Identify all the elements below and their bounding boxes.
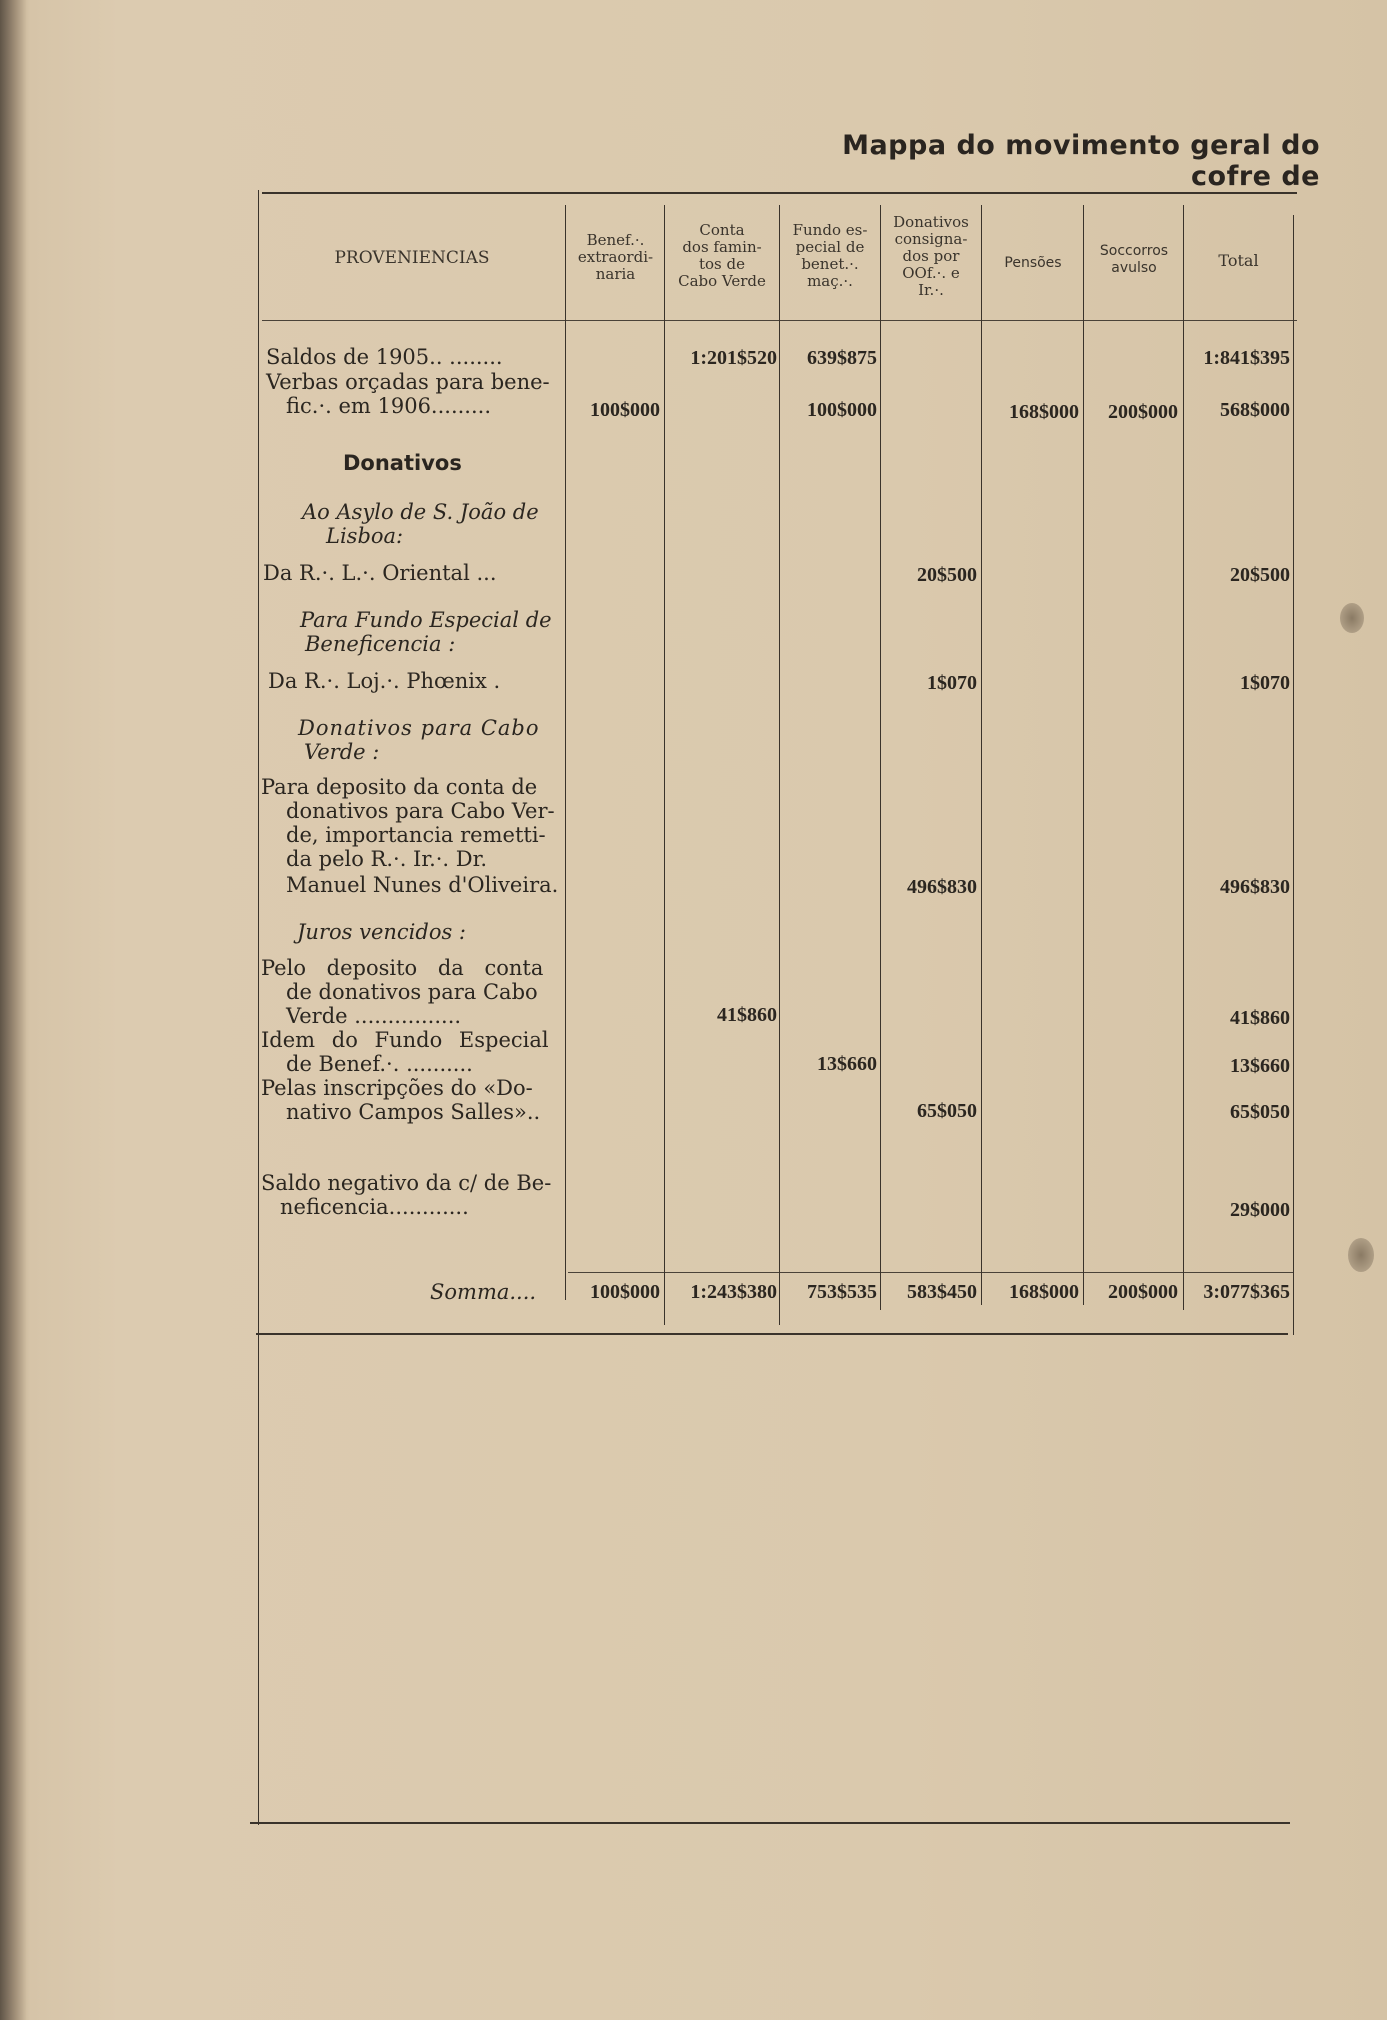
row-deposito-line-3: de, importancia remetti- <box>286 823 546 847</box>
row-somma-label: Somma.... <box>430 1280 537 1304</box>
row-juros-campos-total: 65$050 <box>1230 1101 1290 1123</box>
row-saldos-total: 1:841$395 <box>1203 347 1290 369</box>
row-saldos-fundo: 639$875 <box>807 347 877 369</box>
header-donativos-consignados: Donativos consigna- dos por OOf.·. e Ir.·. <box>893 213 969 299</box>
paper-damage-mark <box>1340 603 1364 633</box>
header-proveniencias: PROVENIENCIAS <box>334 248 490 268</box>
row-verbas-benef: 100$000 <box>590 399 660 421</box>
col-sep-7 <box>1183 205 1184 1310</box>
row-somma-total: 3:077$365 <box>1203 1281 1290 1303</box>
right-border <box>1293 215 1294 1335</box>
row-somma-benef: 100$000 <box>590 1281 660 1303</box>
row-saldo-negativo-line-1: Saldo negativo da c/ de Be- <box>261 1171 552 1195</box>
col-sep-3 <box>779 205 780 1325</box>
row-deposito-line-1: Para deposito da conta de <box>261 775 538 799</box>
table-top-rule <box>262 192 1297 194</box>
row-oriental-label: Da R.·. L.·. Oriental ... <box>263 561 497 585</box>
row-deposito-line-5: Manuel Nunes d'Oliveira. <box>286 873 559 897</box>
row-deposito-line-4: da pelo R.·. Ir.·. Dr. <box>286 847 488 871</box>
row-juros-cabo-total: 41$860 <box>1230 1007 1290 1029</box>
row-verbas-fundo: 100$000 <box>807 399 877 421</box>
row-fundo-especial-label-2: Beneficencia : <box>305 632 456 656</box>
row-juros-campos-line-1: Pelas inscripções do «Do- <box>261 1076 533 1100</box>
table-bottom-rule <box>256 1333 1288 1335</box>
row-fundo-especial-label-1: Para Fundo Especial de <box>300 608 552 632</box>
row-somma-fundo: 753$535 <box>807 1281 877 1303</box>
row-verbas-label-1: Verbas orçadas para bene- <box>266 370 550 394</box>
row-juros-heading: Juros vencidos : <box>297 920 466 944</box>
col-sep-5 <box>981 205 982 1305</box>
row-verbas-total: 568$000 <box>1220 399 1290 421</box>
row-juros-cabo-line-2: de donativos para Cabo <box>286 980 538 1004</box>
header-pensoes: Pensões <box>1004 255 1062 271</box>
row-juros-cabo-line-3: Verde ................ <box>286 1004 462 1028</box>
row-verbas-label-2: fic.·. em 1906......... <box>286 394 492 418</box>
row-deposito-donativos: 496$830 <box>907 876 977 898</box>
row-somma-conta: 1:243$380 <box>690 1281 777 1303</box>
page-title: Mappa do movimento geral do cofre de <box>842 130 1320 192</box>
page-bottom-rule <box>250 1822 1290 1824</box>
row-cabo-verde-label-1: Donativos para Cabo <box>298 716 540 740</box>
row-juros-fundo-fundo: 13$660 <box>817 1053 877 1075</box>
row-asylo-label-2: Lisboa: <box>326 524 404 548</box>
row-juros-fundo-line-1: Idem do Fundo Especial <box>261 1028 549 1052</box>
row-phoenix-label: Da R.·. Loj.·. Phœnix . <box>268 669 501 693</box>
header-conta-cabo-verde: Conta dos famin- tos de Cabo Verde <box>678 221 766 290</box>
col-sep-2 <box>664 205 665 1325</box>
header-total: Total <box>1218 251 1259 270</box>
col-sep-4 <box>880 205 881 1310</box>
header-fundo-especial: Fundo es- pecial de benet.·. maç.·. <box>792 221 868 290</box>
row-verbas-soccorros: 200$000 <box>1108 401 1178 423</box>
row-asylo-label-1: Ao Asylo de S. João de <box>302 500 539 524</box>
row-juros-campos-donativos: 65$050 <box>917 1100 977 1122</box>
row-somma-donativos: 583$450 <box>907 1281 977 1303</box>
header-soccorros-avulso: Soccorros avulso <box>1099 243 1169 276</box>
row-juros-fundo-total: 13$660 <box>1230 1055 1290 1077</box>
row-somma-soccorros: 200$000 <box>1108 1281 1178 1303</box>
row-saldos-conta: 1:201$520 <box>690 347 777 369</box>
book-spine <box>0 0 26 2020</box>
row-saldo-negativo-line-2: neficencia............ <box>280 1195 469 1219</box>
row-deposito-line-2: donativos para Cabo Ver- <box>286 799 555 823</box>
section-donativos: Donativos <box>343 451 462 475</box>
row-juros-cabo-line-1: Pelo deposito da conta <box>261 956 544 980</box>
col-sep-1 <box>565 205 566 1300</box>
row-verbas-pensoes: 168$000 <box>1009 401 1079 423</box>
row-saldos-label: Saldos de 1905.. ........ <box>266 345 503 369</box>
sum-top-rule <box>568 1272 1293 1273</box>
row-phoenix-donativos: 1$070 <box>927 672 977 694</box>
row-saldo-negativo-total: 29$000 <box>1230 1199 1290 1221</box>
row-deposito-total: 496$830 <box>1220 876 1290 898</box>
row-somma-pensoes: 168$000 <box>1009 1281 1079 1303</box>
col-sep-6 <box>1083 205 1084 1305</box>
row-juros-fundo-line-2: de Benef.·. .......... <box>286 1052 473 1076</box>
row-oriental-total: 20$500 <box>1230 564 1290 586</box>
row-juros-cabo-conta: 41$860 <box>717 1004 777 1026</box>
left-border <box>258 190 259 1825</box>
header-benef-extraordinaria: Benef.·. extraordi- naria <box>577 231 654 283</box>
row-oriental-donativos: 20$500 <box>917 564 977 586</box>
paper-damage-mark <box>1348 1238 1374 1272</box>
row-cabo-verde-label-2: Verde : <box>304 740 380 764</box>
row-phoenix-total: 1$070 <box>1240 672 1290 694</box>
row-juros-campos-line-2: nativo Campos Salles».. <box>286 1100 541 1124</box>
